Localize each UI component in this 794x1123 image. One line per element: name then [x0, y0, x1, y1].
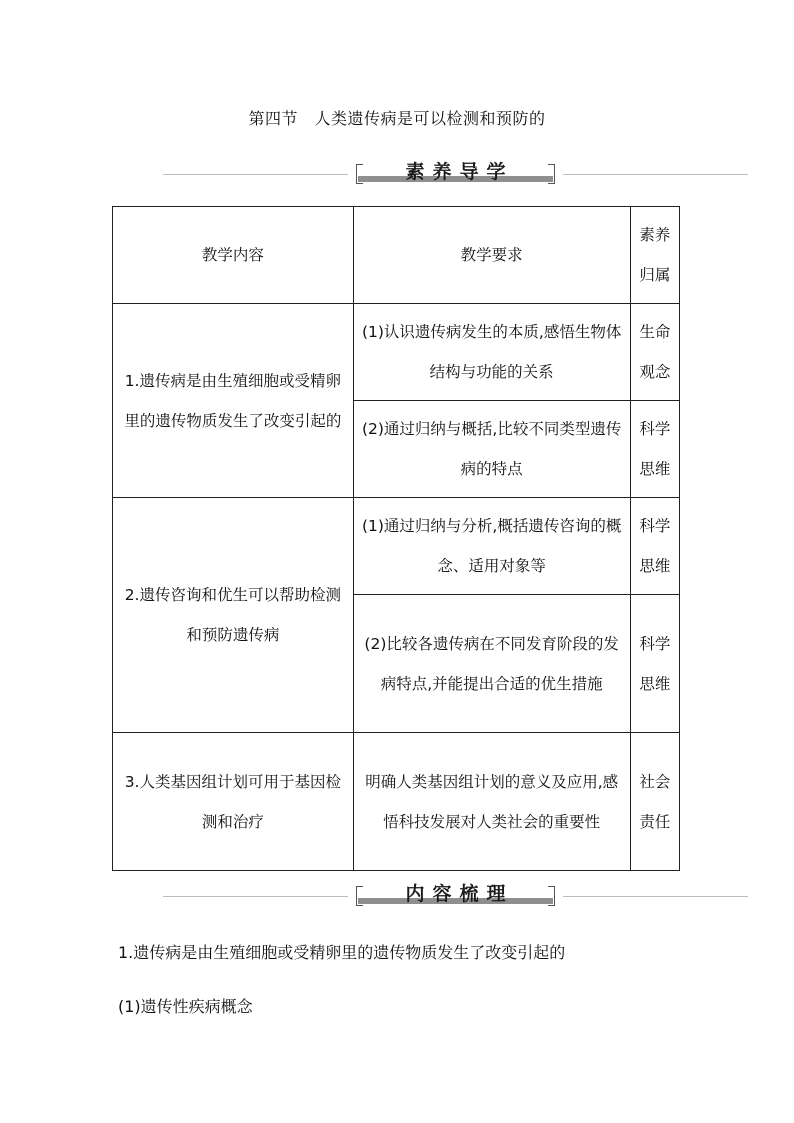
row2-lit1: 科学思维 [630, 498, 679, 595]
row1-lit1: 生命观念 [630, 304, 679, 401]
teaching-table [112, 206, 680, 871]
table-header-row [113, 207, 680, 304]
banner-title: 素养导学 [405, 161, 514, 183]
banner-line-left [163, 174, 348, 175]
row2-req1: (1)通过归纳与分析,概括遗传咨询的概念、适用对象等 [353, 498, 630, 595]
table-row [113, 733, 680, 871]
section-banner-literacy [163, 162, 748, 186]
row1-req2: (2)通过归纳与概括,比较不同类型遗传病的特点 [353, 401, 630, 498]
banner-tab [358, 162, 553, 184]
row3-req1: 明确人类基因组计划的意义及应用,感悟科技发展对人类社会的重要性 [353, 733, 630, 871]
banner-line-right [563, 174, 748, 175]
row1-req1: (1)认识遗传病发生的本质,感悟生物体结构与功能的关系 [353, 304, 630, 401]
banner-tab [358, 884, 553, 906]
row2-req2: (2)比较各遗传病在不同发育阶段的发病特点,并能提出合适的优生措施 [353, 595, 630, 733]
banner-line-right [563, 896, 748, 897]
content-subheading-1: (1)遗传性疾病概念 [118, 997, 253, 1016]
table-row [113, 304, 680, 401]
header-literacy: 素养归属 [630, 207, 679, 304]
banner-title: 内容梳理 [405, 883, 514, 905]
row2-lit2: 科学思维 [630, 595, 679, 733]
header-content: 教学内容 [113, 207, 354, 304]
section-banner-content [163, 884, 748, 908]
page-title: 第四节 人类遗传病是可以检测和预防的 [248, 109, 546, 128]
row3-content: 3.人类基因组计划可用于基因检测和治疗 [113, 733, 354, 871]
table-row [113, 498, 680, 595]
row2-content: 2.遗传咨询和优生可以帮助检测和预防遗传病 [113, 498, 354, 733]
header-requirements: 教学要求 [353, 207, 630, 304]
content-heading-1: 1.遗传病是由生殖细胞或受精卵里的遗传物质发生了改变引起的 [118, 943, 566, 962]
banner-line-left [163, 896, 348, 897]
row3-lit1: 社会责任 [630, 733, 679, 871]
row1-content: 1.遗传病是由生殖细胞或受精卵里的遗传物质发生了改变引起的 [113, 304, 354, 498]
row1-lit2: 科学思维 [630, 401, 679, 498]
